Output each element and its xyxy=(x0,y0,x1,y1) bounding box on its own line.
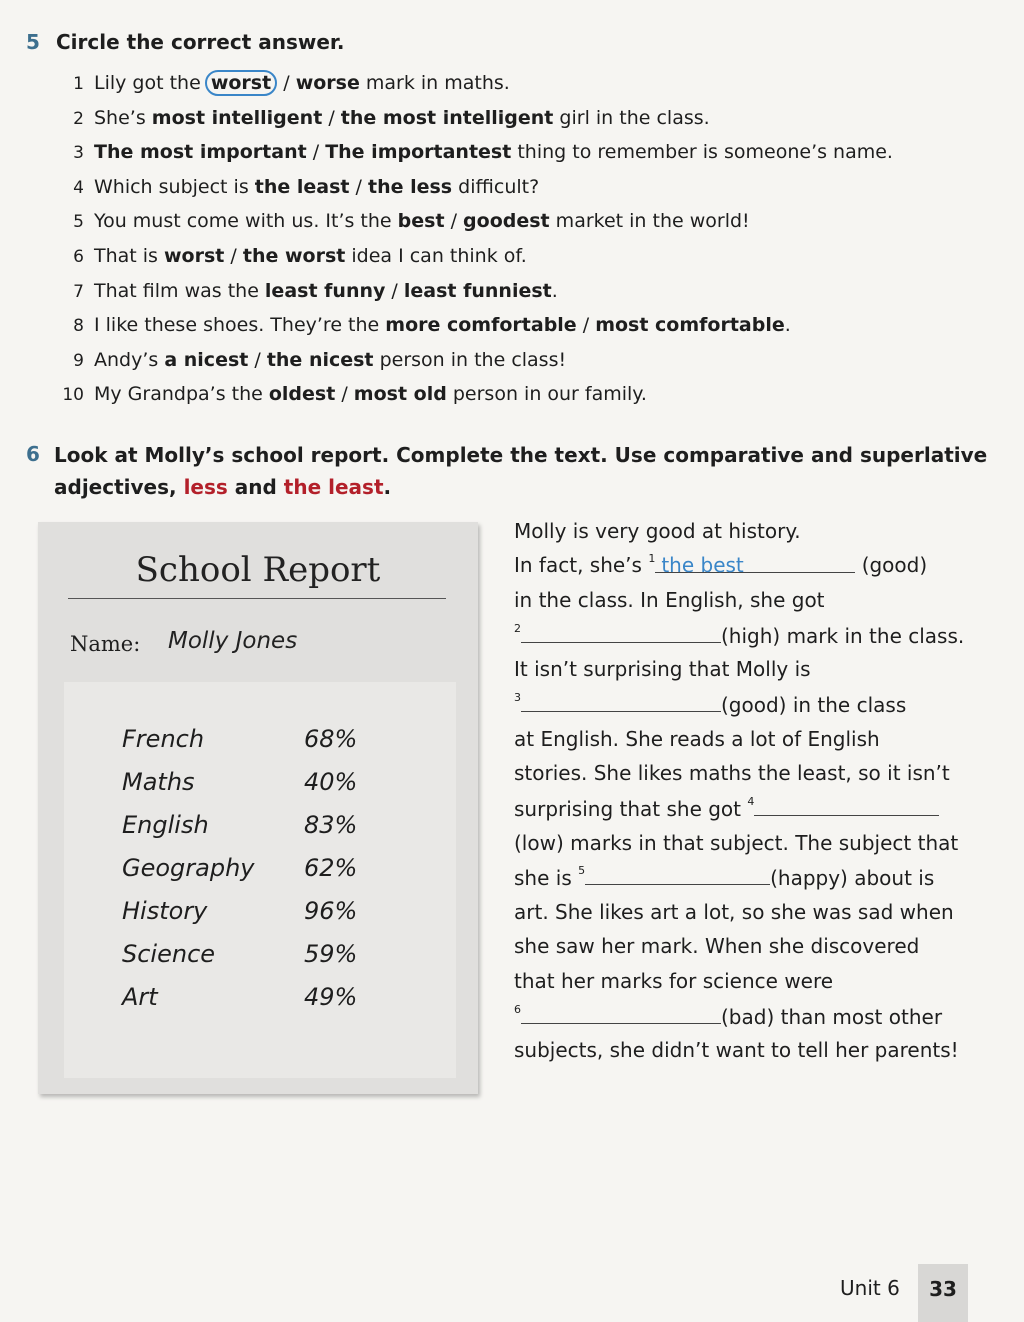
option-separator: / xyxy=(248,348,267,371)
text-line xyxy=(514,791,939,825)
text-line: It isn’t surprising that Molly is xyxy=(514,657,811,681)
text-fragment: surprising that she got xyxy=(514,797,742,821)
item-number: 6 xyxy=(73,247,84,267)
gap-2-field[interactable] xyxy=(521,618,721,643)
school-report-card xyxy=(38,522,478,1094)
subject-mark: 40% xyxy=(304,768,358,796)
option-separator: / xyxy=(349,175,368,198)
gap-4-field[interactable] xyxy=(754,791,939,816)
gap-1-answer: the best xyxy=(661,553,744,577)
item-text: I like these shoes. They’re the xyxy=(94,314,386,337)
page-number: 33 xyxy=(918,1264,968,1322)
subject-mark: 96% xyxy=(304,897,358,925)
gap-number: 5 xyxy=(578,864,586,877)
subject-mark: 68% xyxy=(304,725,358,753)
option-b[interactable]: The importantest xyxy=(325,141,512,164)
text-line: art. She likes art a lot, so she was sad when xyxy=(514,900,954,924)
gap-number: 2 xyxy=(514,622,521,635)
subject-mark: 59% xyxy=(304,940,358,968)
exercise-6-title-line2-pre: adjectives, xyxy=(54,475,184,499)
report-divider xyxy=(68,598,446,599)
text-line: in the class. In English, she got xyxy=(514,588,825,612)
subject-mark: 83% xyxy=(304,811,358,839)
option-separator: / xyxy=(224,245,243,267)
exercise-5-item xyxy=(48,204,988,238)
item-text: You must come with us. It’s the xyxy=(94,210,398,233)
option-a[interactable]: The most important xyxy=(94,141,307,164)
exercise-6-title-end: . xyxy=(383,475,392,499)
exercise-6-title-line1: Look at Molly’s school report. Complete the text. Use comparative and superlative xyxy=(54,443,988,467)
item-text: She’s xyxy=(94,106,152,129)
subject-mark: 49% xyxy=(304,983,358,1011)
option-b[interactable]: the nicest xyxy=(266,348,374,371)
item-text: difficult? xyxy=(452,175,540,198)
report-name-label: Name: xyxy=(70,632,141,656)
exercise-5-item xyxy=(48,66,988,100)
item-text: That is xyxy=(94,245,164,267)
item-number: 3 xyxy=(73,143,84,164)
option-separator: / xyxy=(306,141,326,164)
keyword-the-least: the least xyxy=(283,475,384,499)
item-text: thing to remember is someone’s name. xyxy=(511,141,893,164)
gap-3-field[interactable] xyxy=(521,687,721,712)
item-text: Andy’s xyxy=(94,348,165,371)
text-line xyxy=(514,618,964,652)
gap-number: 3 xyxy=(514,691,521,704)
option-a[interactable]: worst xyxy=(164,245,225,267)
report-mark-row xyxy=(122,890,442,932)
option-separator: / xyxy=(576,314,596,337)
item-text: girl in the class. xyxy=(553,106,710,129)
report-mark-row xyxy=(122,933,442,975)
exercise-5-item xyxy=(48,135,988,169)
exercise-5-number: 5 xyxy=(26,30,40,54)
option-separator: / xyxy=(385,279,404,302)
gap-1-answer-field[interactable] xyxy=(655,548,855,577)
item-text: market in the world! xyxy=(549,210,750,233)
option-b[interactable]: worse xyxy=(295,72,360,94)
exercise-5-item xyxy=(48,170,988,204)
exercise-6-title-and: and xyxy=(227,475,284,499)
option-separator: / xyxy=(322,106,341,129)
report-mark-row xyxy=(122,761,442,803)
gap-hint: (happy) about is xyxy=(770,866,935,890)
report-name-value: Molly Jones xyxy=(168,628,298,654)
gap-hint: (bad) than most other xyxy=(721,1005,943,1029)
text-fragment: In fact, she’s xyxy=(514,553,642,577)
exercise-5-item xyxy=(48,239,988,273)
option-a[interactable]: the least xyxy=(254,175,350,198)
item-number: 7 xyxy=(73,281,84,302)
option-b[interactable]: the less xyxy=(367,175,453,198)
gap-number: 4 xyxy=(747,795,755,808)
item-text: That film was the xyxy=(94,279,265,302)
exercise-5-item xyxy=(48,274,988,308)
gap-6-field[interactable] xyxy=(521,999,721,1024)
text-line: stories. She likes maths the least, so it isn’t xyxy=(514,761,950,785)
text-fragment: she is xyxy=(514,866,572,890)
option-separator: / xyxy=(277,72,296,94)
option-a[interactable]: best xyxy=(397,210,445,233)
option-a[interactable]: a nicest xyxy=(164,348,249,371)
option-b[interactable]: least funniest xyxy=(403,279,552,302)
gap-hint: (good) in the class xyxy=(721,693,907,717)
item-text: person in our family. xyxy=(446,383,647,406)
footer-unit: Unit 6 xyxy=(840,1276,900,1300)
item-text: . xyxy=(784,314,791,337)
exercise-5-item xyxy=(48,101,988,135)
item-text: idea I can think of. xyxy=(345,245,527,267)
exercise-5-title: Circle the correct answer. xyxy=(56,30,345,54)
option-a[interactable]: oldest xyxy=(268,383,336,406)
option-b[interactable]: the worst xyxy=(242,245,346,267)
gap-hint: (good) xyxy=(861,553,928,577)
option-a[interactable]: more comfortable xyxy=(385,314,577,337)
item-number: 10 xyxy=(62,385,84,406)
gap-number: 1 xyxy=(648,552,656,565)
report-marks-box xyxy=(64,682,456,1078)
item-number: 4 xyxy=(73,177,84,198)
item-text: mark in maths. xyxy=(359,72,510,94)
exercise-5-item xyxy=(48,308,988,342)
option-a[interactable]: worst xyxy=(205,70,277,96)
item-text: person in the class! xyxy=(373,348,567,371)
subject-name: History xyxy=(122,897,208,925)
item-text: My Grandpa’s the xyxy=(94,383,269,406)
exercise-6-title xyxy=(54,439,1004,503)
option-b[interactable]: the most intelligent xyxy=(340,106,554,129)
report-mark-row xyxy=(122,718,442,760)
subject-name: Art xyxy=(122,983,158,1011)
text-line xyxy=(514,860,934,894)
keyword-less: less xyxy=(183,475,228,499)
text-line: that her marks for science were xyxy=(514,969,834,993)
item-number: 2 xyxy=(73,108,84,129)
item-number: 9 xyxy=(73,350,84,371)
subject-name: Geography xyxy=(122,854,255,882)
gap-number: 6 xyxy=(514,1003,521,1016)
item-text: . xyxy=(551,279,558,302)
text-line: at English. She reads a lot of English xyxy=(514,727,880,751)
text-line xyxy=(514,999,942,1033)
exercise-6-number: 6 xyxy=(26,442,40,466)
report-mark-row xyxy=(122,804,442,846)
exercise-5-item xyxy=(48,343,988,377)
item-number: 1 xyxy=(73,74,84,94)
report-mark-row xyxy=(122,976,442,1018)
subject-name: English xyxy=(122,811,209,839)
option-b[interactable]: most old xyxy=(353,383,447,406)
text-line xyxy=(514,687,906,721)
option-a[interactable]: most intelligent xyxy=(151,106,323,129)
option-b[interactable]: most comfortable xyxy=(595,314,785,337)
option-separator: / xyxy=(335,383,354,406)
report-title: School Report xyxy=(135,550,381,590)
item-number: 8 xyxy=(73,316,84,337)
subject-name: Science xyxy=(122,940,216,968)
item-text: Lily got the xyxy=(94,72,207,94)
text-line xyxy=(514,548,927,582)
report-mark-row xyxy=(122,847,442,889)
option-b[interactable]: goodest xyxy=(463,210,550,233)
gap-5-field[interactable] xyxy=(585,860,770,885)
text-line: (low) marks in that subject. The subject that xyxy=(514,831,959,855)
item-number: 5 xyxy=(73,212,84,233)
gap-hint: (high) mark in the class. xyxy=(721,624,965,648)
text-line: Molly is very good at history. xyxy=(514,519,801,543)
item-text: Which subject is xyxy=(94,175,255,198)
option-a[interactable]: least funny xyxy=(264,279,386,302)
text-line: subjects, she didn’t want to tell her parents! xyxy=(514,1038,959,1062)
subject-mark: 62% xyxy=(304,854,358,882)
option-separator: / xyxy=(444,210,464,233)
subject-name: French xyxy=(122,725,205,753)
text-line: she saw her mark. When she discovered xyxy=(514,934,920,958)
subject-name: Maths xyxy=(122,768,195,796)
exercise-5-item xyxy=(48,377,988,411)
